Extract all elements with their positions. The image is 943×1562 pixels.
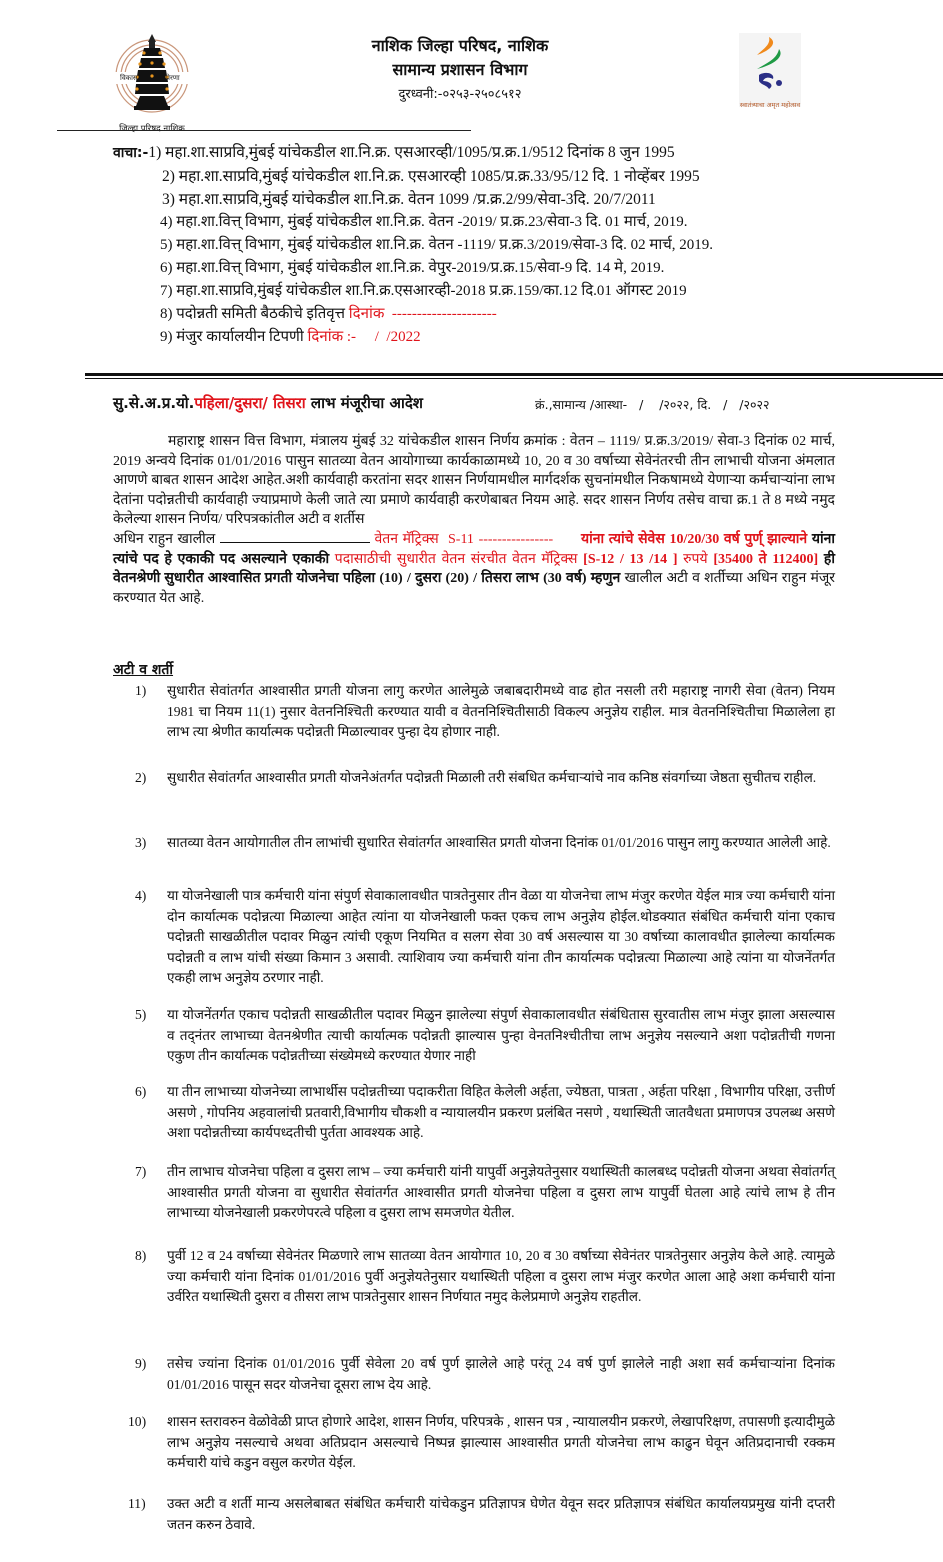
condition-item bbox=[135, 1005, 835, 1067]
reference-item bbox=[160, 211, 713, 234]
condition-number: 3) bbox=[135, 835, 147, 850]
condition-number: 10) bbox=[128, 1414, 147, 1429]
body-paragraph-2 bbox=[113, 530, 835, 608]
reference-number: 5) bbox=[160, 237, 173, 253]
isolated-post-text: यांना त्यांचे पद हे एकाकी पद असल्याने एकाकी bbox=[113, 531, 835, 567]
org-name: नाशिक जिल्हा परिषद, नाशिक bbox=[371, 36, 549, 55]
department-name: सामान्य प्रशासन विभाग bbox=[392, 60, 528, 79]
reference-number: 8) bbox=[160, 306, 173, 322]
reference-number: 9) bbox=[160, 329, 173, 345]
condition-text: सुधारीत सेवांतर्गत आश्वासीत प्रगती योजना लागु करणेत आलेमुळे जबाबदारीमध्ये वाढ होत नसली तरी महाराष्ट्र नागरी सेवा (वेतन) नियम 1981 चा नियम 11(1) नुसार वेतननिश्चिती करण्यात यावी व वेतननिश्चितीसाठी विकल्प अनुज्ञेय राहील. मात्र वेतननिश्चितीचा मिळालेला हा लाभ त्या श्रेणीत कार्यात्मक पदोन्नती मिळाल्यावर पुन्हा देय होणार नाही. bbox=[167, 683, 835, 739]
meeting-date-placeholder: दिनांक --------------------- bbox=[348, 306, 497, 322]
reference-text: महा.शा.साप्रवि,मुंबई यांचेकडील शा.नि.क्र. एसआरव्ही 1085/प्र.क्र.33/95/12 दि. 1 नोव्हेंबर 1995 bbox=[178, 168, 700, 185]
reference-number: 7) bbox=[160, 283, 173, 299]
condition-number: 7) bbox=[135, 1164, 147, 1179]
revised-pay-structure: पदासाठीची सुधारीत वेतन संरचीत वेतन मॅट्रिक्स bbox=[334, 551, 584, 567]
reference-number: 6) bbox=[160, 260, 173, 276]
reference-text: पदोन्नती समिती बैठकीचे इतिवृत्त bbox=[172, 306, 349, 322]
reference-item bbox=[160, 326, 713, 349]
condition-text: या योजनेंतर्गत एकाच पदोन्नती साखळीतील पदावर मिळुन झालेल्या संपुर्ण सेवाकालावधीत संबंधितास सुरवातीस लाभ मंजुर झाला असल्यास व तद्‌नंतर लाभाच्या वेतनश्रेणीत त्याची कार्यात्मक पदोन्नती झाल्यास पुन्हा वेनतनिश्चीतीचा लाभ अनुज्ञेय नसल्याने अशा पदोन्नतीची गणना एकुण तीन कार्यात्मक पदोन्नतीच्या संख्येमध्ये करण्यात येणार नाही bbox=[167, 1007, 835, 1063]
heading-suffix: लाभ मंजूरीचा आदेश bbox=[305, 394, 423, 412]
reference-number: 3) bbox=[162, 191, 175, 208]
condition-number: 9) bbox=[135, 1356, 147, 1371]
condition-item bbox=[135, 833, 835, 854]
condition-number: 8) bbox=[135, 1248, 147, 1263]
reference-text: महा.शा.वित्त् विभाग, मुंबई यांचेकडील शा.नि.क्र. वेपुर-2019/प्र.क्र.15/सेवा-9 दि. 14 मे, 2019. bbox=[176, 260, 665, 276]
condition-item bbox=[135, 1354, 835, 1395]
order-body bbox=[113, 432, 835, 608]
amrit-mahotsav-caption: स्वातंत्र्याचा अमृत महोत्सव bbox=[739, 101, 801, 109]
condition-text: पुर्वी 12 व 24 वर्षाच्या सेवेनंतर मिळणारे लाभ सातव्या वेतन आयोगात 10, 20 व 30 वर्षाच्या सेवेनंतर पात्रतेनुसार अनुज्ञेय केले आहे. त्यामुळे ज्या कर्मचारी यांना दिनांक 01/01/2016 पुर्वी अनुज्ञेयतेनुसार यथास्थिती पहिला व दुसरा लाभ मंजुर करणेत आला आहे अशा कर्मचारी यांना उर्वरित यथास्थिती दुसरा व तीसरा लाभ पात्रतेनुसार शासन निर्णयात नमुद केलेप्रमाणे अनुज्ञेय राहतील. bbox=[167, 1248, 835, 1304]
reference-number: 4) bbox=[160, 214, 173, 230]
service-years: यांना त्यांचे सेवेस 10/20/30 वर्ष पुर्ण् झाल्याने bbox=[580, 531, 808, 547]
reference-item bbox=[160, 234, 713, 257]
reference-number: 1) bbox=[148, 144, 162, 161]
logo-caption: जिल्हा परिषद नाशिक bbox=[119, 124, 185, 134]
pay-matrix-current: वेतन मॅट्रिक्स S-11 ---------------- bbox=[369, 531, 581, 547]
condition-text: शासन स्तरावरुन वेळोवेळी प्राप्त होणारे आदेश, शासन निर्णय, परिपत्रके , शासन पत्र , न्यायालयीन प्रकरणे, लेखापरिक्षण, तपासणी इत्यादीमुळे लाभ अनुज्ञेय नसल्याचे अथवा अतिप्रदान असल्याचे निष्पन्न झाल्यास आश्वासीत प्रगती योजनेचा लाभ काढुन घेवून अतिप्रदानाची रक्कम कर्मचारी यांचे कडुन वसुल करणेत येईल. bbox=[167, 1414, 835, 1470]
reference-item bbox=[162, 188, 713, 211]
condition-item bbox=[135, 1082, 835, 1144]
condition-text: या तीन लाभाच्या योजनेच्या लाभार्थीस पदोन्नतीच्या पदाकरीता विहित केलेली अर्हता, ज्येष्ठता, पात्रता , अर्हता परिक्षा , विभागीय परिक्षा, उत्तीर्ण असणे , गोपनिय अहवालांची प्रतवारी,विभागीय चौकशी व न्यायालयीन प्रकरण प्रलंबित नसणे , यथास्थिती जातवैधता प्रमाणपत्र उपलब्ध असणे अशा पदोन्नतीच्या कार्यपध्दतीची पुर्तता आवश्यक आहे. bbox=[167, 1084, 835, 1140]
condition-item bbox=[128, 1494, 835, 1535]
references-block bbox=[113, 141, 713, 349]
reference-text: महा.शा.वित्त् विभाग, मुंबई यांचेकडील शा.नि.क्र. वेतन -2019/ प्र.क्र.23/सेवा-3 दि. 01 मार्च, 2019. bbox=[176, 214, 688, 230]
condition-text: तसेच ज्यांना दिनांक 01/01/2016 पुर्वी सेवेला 20 वर्ष पुर्ण झालेले आहे परंतू 24 वर्ष पुर्ण झालेले नाही अशा सर्व कर्मचाऱ्यांना दिनांक 01/01/2016 पासून सदर योजनेचा दूसरा लाभ देय आहे. bbox=[167, 1356, 835, 1392]
benefit-description: ही वेतनश्रेणी सुधारीत आश्वासित प्रगती योजनेचा पहिला (10) / दुसरा (20) / तिसरा लाभ (30 वर्ष) म्हणुन bbox=[113, 551, 835, 587]
phone-number: दुरध्वनी:-०२५३-२५०८५१२ bbox=[398, 87, 522, 102]
condition-text: या योजनेखाली पात्र कर्मचारी यांना संपुर्ण सेवाकालावधीत पात्रतेनुसार तीन वेळा या योजनेचा लाभ मंजुर करणेत येईल मात्र ज्या कर्मचारी यांना दोन कार्यात्मक पदोन्नत्या मिळाल्या आहेत त्यांना या योजनेखाली फक्त एकच लाभ अनुज्ञेय होईल.थोडक्यात संबंधित कर्मचारी यांना एकाच पदोन्नती साखळीतील पदावर मिळुन त्यांची एकूण नियमित व सलग सेवा 30 वर्ष असल्यास या 30 वर्षाच्या कालावधीत झालेल्या कार्यात्मक पदोन्नती व लाभ यांची संख्या किमान 3 असावी. त्याशिवाय ज्या कर्मचारी यांना तीन कार्यात्मक पदोन्नत्या मिळाल्या आहे त्यांना या योजनेंतर्गत एकही लाभ अनुज्ञेय ठरणार नाही. bbox=[167, 888, 835, 985]
pay-matrix-levels: [S-12 / 13 /14 ] bbox=[583, 551, 678, 567]
zp-nashik-logo bbox=[106, 28, 198, 134]
condition-number: 1) bbox=[135, 683, 147, 698]
p2-closing: खालील अटी व शर्तीच्या अधिन राहुन मंजूर करण्यात येत आहे. bbox=[113, 571, 835, 606]
condition-text: उक्त अटी व शर्ती मान्य असलेबाबत संबंधित कर्मचारी यांचेकडुन प्रतिज्ञापत्र घेणेत येवून सदर प्रतिज्ञापत्र संबंधित कार्यालयप्रमुख यांनी दप्तरी जतन करुन ठेवावे. bbox=[167, 1496, 835, 1532]
conditions-title: अटी व शर्ती bbox=[113, 662, 174, 678]
body-paragraph-1: महाराष्ट्र शासन वित्त विभाग, मंत्रालय मुंबई 32 यांचेकडील शासन निर्णय क्रमांक : वेतन – 1119/ प्र.क्र.3/2019/ सेवा-3 दिनांक 02 मार्च, 2019 अन्वये दिनांक 01/01/2016 पासुन सातव्या वेतन आयोगाच्या कार्यकाळामध्ये 10, 20 व 30 वर्षाच्या सेवेनंतरची तीन लाभाची योजना अंमलात आणणे बाबत शासन आदेश आहेत.अशी कार्यवाही करतांना सदर शासन निर्णयामधील मार्गदर्शक सुचनांमधील निकषामध्ये येणाऱ्या कर्मचाऱ्यांना लाभ देतांना पदोन्नतीची कार्यवाही ज्याप्रमाणे केली जाते त्या प्रमाणे कार्यवाही करणेबाबत नियम आहे. सदर शासन निर्णय तसेच वाचा क्र.1 ते 8 मध्ये नमुद केलेल्या शासन निर्णय/ परिपत्रकांतील अटी व शर्तीस bbox=[113, 434, 835, 528]
reference-text: महा.शा.साप्रवि,मुंबई यांचेकडील शा.नि.क्र.एसआरव्ही-2018 प्र.क्र.159/का.12 दि.01 ऑगस्ट 2019 bbox=[176, 283, 687, 299]
condition-item bbox=[135, 1162, 835, 1224]
references-label: वाचा:- bbox=[113, 145, 149, 161]
condition-item bbox=[135, 681, 835, 743]
condition-item bbox=[135, 886, 835, 989]
p2-text: अधिन राहुन खालील bbox=[113, 531, 220, 547]
amrit-mahotsav-logo bbox=[739, 33, 801, 107]
section-divider bbox=[85, 373, 943, 379]
condition-text: सातव्या वेतन आयोगातील तीन लाभांची सुधारित सेवांतर्गत आश्वासित प्रगती योजना दिनांक 01/01/2016 पासुन लागु करण्यात आलेली आहे. bbox=[167, 835, 831, 850]
amrit-mahotsav-icon bbox=[739, 33, 801, 95]
heading-benefit-options: पहिला/दुसरा/ तिसरा bbox=[194, 394, 306, 412]
condition-number: 4) bbox=[135, 888, 147, 903]
name-blank-line bbox=[220, 532, 370, 543]
header-divider bbox=[57, 130, 471, 131]
condition-text: सुधारीत सेवांतर्गत आश्वासीत प्रगती योजनेअंतर्गत पदोन्नती मिळाली तरी संबधित कर्मचाऱ्यांचे नाव कनिष्ठ संवर्गाच्या जेष्ठता सुचीतच राहील. bbox=[167, 770, 817, 785]
reference-item bbox=[162, 165, 713, 188]
condition-number: 6) bbox=[135, 1084, 147, 1099]
note-date-placeholder: दिनांक :- / /2022 bbox=[307, 329, 421, 345]
heading-prefix: सु.से.अ.प्र.यो. bbox=[113, 394, 195, 412]
condition-text: तीन लाभाच योजनेचा पहिला व दुसरा लाभ – ज्या कर्मचारी यांनी यापुर्वी अनुज्ञेयतेनुसार यथास्थिती कालबध्द पदोन्नती योजना अथवा सेवांतर्गत् आश्वासीत प्रगती योजना वा सुधारीत सेवांतर्गत आश्वासीत प्रगती योजनेचा पहिला व दुसरा लाभ यापुर्वी घेतला आहे त्यांचे लाभ हे तीन लाभाच्या योजनेखाली प्रकरणेपरत्वे पहिला व दुसरा लाभ समजणेत येतील. bbox=[167, 1164, 835, 1220]
condition-number: 5) bbox=[135, 1007, 147, 1022]
order-reference-number: क्रं.,सामान्य /आस्था- / /२०२२, दि. / /२०२२ bbox=[535, 397, 770, 412]
reference-item bbox=[113, 141, 713, 165]
reference-text: महा.शा.साप्रवि,मुंबई यांचेकडील शा.नि.क्र. वेतन 1099 /प्र.क्र.2/99/सेवा-3दि. 20/7/2011 bbox=[178, 191, 656, 208]
rupees-label: रुपये bbox=[677, 551, 714, 567]
reference-item bbox=[160, 257, 713, 280]
reference-item bbox=[160, 280, 713, 303]
logo-left-text: विकास bbox=[120, 74, 138, 82]
condition-item bbox=[135, 1246, 835, 1308]
logo-right-text: प्रेरणा bbox=[166, 74, 180, 82]
condition-number: 2) bbox=[135, 770, 147, 785]
reference-text: महा.शा.साप्रवि,मुंबई यांचेकडील शा.नि.क्र. एसआरव्ही/1095/प्र.क्र.1/9512 दिनांक 8 जुन 1995 bbox=[165, 144, 675, 161]
reference-text: महा.शा.वित्त् विभाग, मुंबई यांचेकडील शा.नि.क्र. वेतन -1119/ प्र.क्र.3/2019/सेवा-3 दि. 02 मार्च, 2019. bbox=[176, 237, 714, 253]
zp-emblem-icon bbox=[106, 28, 198, 118]
pay-range: [35400 ते 112400] bbox=[713, 551, 819, 567]
reference-item bbox=[160, 303, 713, 326]
condition-number: 11) bbox=[128, 1496, 146, 1511]
condition-item bbox=[128, 1412, 835, 1474]
condition-item bbox=[135, 768, 835, 789]
reference-text: मंजुर कार्यालयीन टिपणी bbox=[176, 329, 308, 345]
order-heading bbox=[113, 393, 423, 413]
reference-number: 2) bbox=[162, 168, 175, 185]
